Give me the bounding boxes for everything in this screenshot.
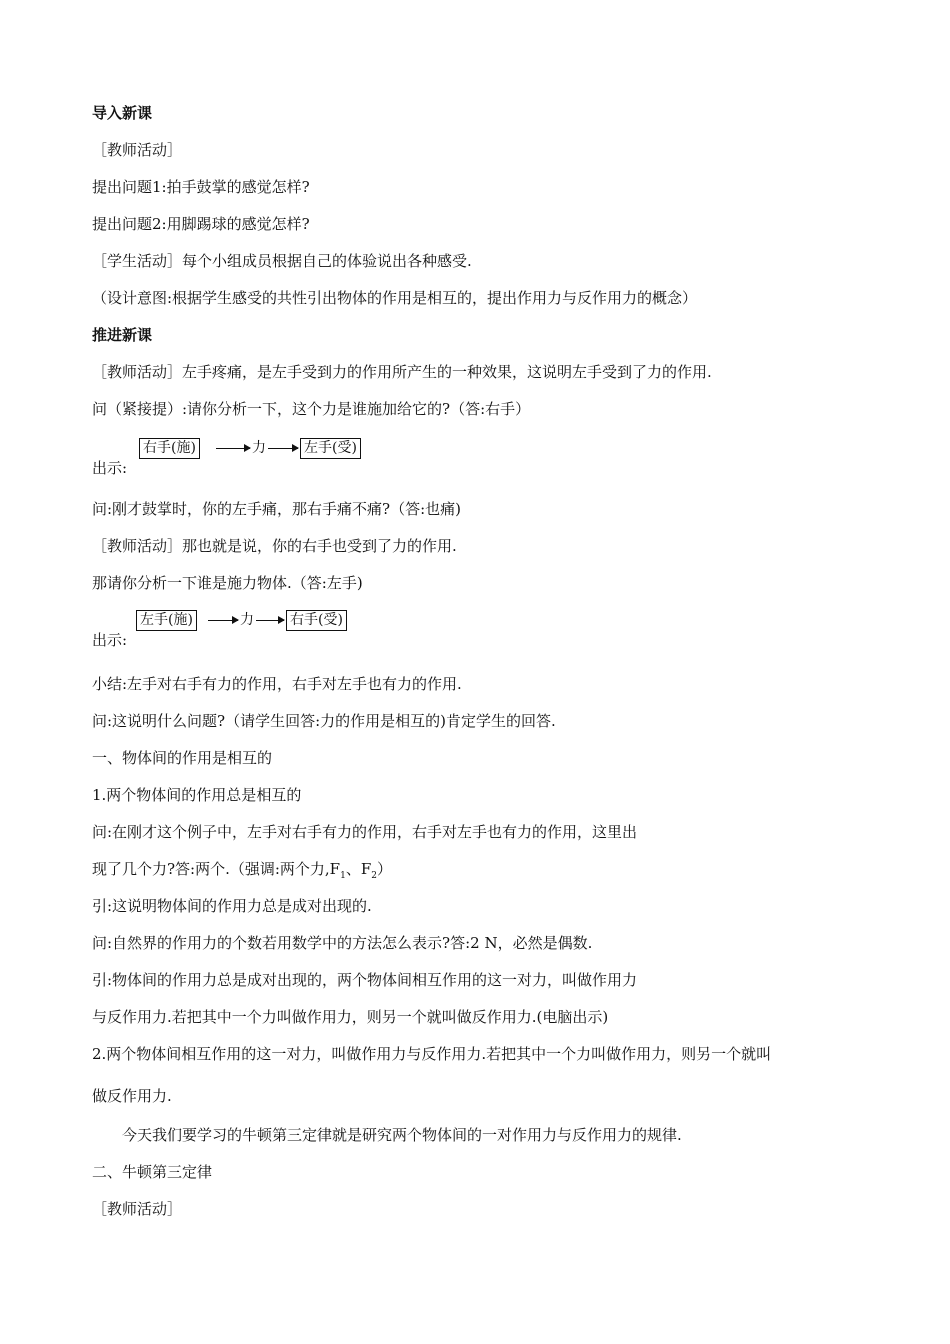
subscript-2: 2 (371, 871, 377, 881)
force-label: 力 (240, 612, 254, 628)
diagram-label: 出示: (92, 459, 128, 477)
ask-applier-text: 那请你分析一下谁是施力物体.（答:左手) (92, 574, 363, 592)
question-1: 提出问题1:拍手鼓掌的感觉怎样? (92, 178, 310, 196)
subscript-1: 1 (340, 871, 346, 881)
teacher-right-text: ［教师活动］那也就是说，你的右手也受到了力的作用. (92, 537, 457, 555)
summary-text: 小结:左手对右手有力的作用，右手对左手也有力的作用. (92, 675, 462, 693)
question-2: 提出问题2:用脚踢球的感觉怎样? (92, 215, 310, 233)
applier-box: 右手(施) (139, 438, 200, 459)
point-2-line-1: 2.两个物体间相互作用的这一对力，叫做作用力与反作用力.若把其中一个力叫做作用力，则另一个就叫 (92, 1045, 772, 1063)
today-text: 今天我们要学习的牛顿第三定律就是研究两个物体间的一对作用力与反作用力的规律. (122, 1126, 682, 1144)
section-1-heading: 一、物体间的作用是相互的 (92, 749, 273, 767)
heading-intro: 导入新课 (92, 104, 153, 122)
diagram-label: 出示: (92, 631, 128, 649)
final-teacher-activity: ［教师活动］ (92, 1200, 183, 1218)
force-diagram-2 (92, 610, 392, 650)
ask-who-text: 问（紧接提）:请你分析一下，这个力是谁施加给它的?（答:右手） (92, 400, 531, 418)
ask-count-text: 现了几个力?答:两个.（强调:两个力,F (92, 860, 341, 878)
section-2-heading: 二、牛顿第三定律 (92, 1163, 213, 1181)
ask-math-text: 问:自然界的作用力的个数若用数学中的方法怎么表示?答:2 N，必然是偶数. (92, 934, 593, 952)
point-2-line-2: 做反作用力. (92, 1087, 172, 1105)
arrow-icon (216, 448, 250, 449)
ask-count-line-1: 问:在刚才这个例子中，左手对右手有力的作用，右手对左手也有力的作用，这里出 (92, 823, 638, 841)
heading-advance: 推进新课 (92, 326, 153, 344)
design-intent: （设计意图:根据学生感受的共性引出物体的作用是相互的，提出作用力与反作用力的概念） (92, 289, 698, 307)
closing-paren: ） (377, 860, 393, 878)
lead-define-line-2: 与反作用力.若把其中一个力叫做作用力，则另一个就叫做反作用力.(电脑出示) (92, 1008, 609, 1026)
ask-problem-text: 问:这说明什么问题?（请学生回答:力的作用是相互的)肯定学生的回答. (92, 712, 556, 730)
applier-box: 左手(施) (136, 610, 197, 631)
force-label: 力 (252, 440, 266, 456)
student-activity: ［学生活动］每个小组成员根据自己的体验说出各种感受. (92, 252, 472, 270)
lead-define-line-1: 引:物体间的作用力总是成对出现的，两个物体间相互作用的这一对力，叫做作用力 (92, 971, 638, 989)
receiver-box: 左手(受) (300, 438, 361, 459)
ask-count-line-2 (92, 859, 392, 886)
point-1: 1.两个物体间的作用总是相互的 (92, 786, 302, 804)
arrow-icon (268, 448, 298, 449)
receiver-box: 右手(受) (286, 610, 347, 631)
arrow-icon (256, 620, 284, 621)
lead-pairs-text: 引:这说明物体间的作用力总是成对出现的. (92, 897, 372, 915)
separator: 、F (345, 860, 372, 878)
teacher-pain-text: ［教师活动］左手疼痛，是左手受到力的作用所产生的一种效果，这说明左手受到了力的作用. (92, 363, 712, 381)
ask-right-hand: 问:刚才鼓掌时，你的左手痛，那右手痛不痛?（答:也痛) (92, 500, 462, 518)
intro-teacher-activity: ［教师活动］ (92, 141, 183, 159)
force-diagram-1 (92, 438, 392, 478)
arrow-icon (208, 620, 238, 621)
